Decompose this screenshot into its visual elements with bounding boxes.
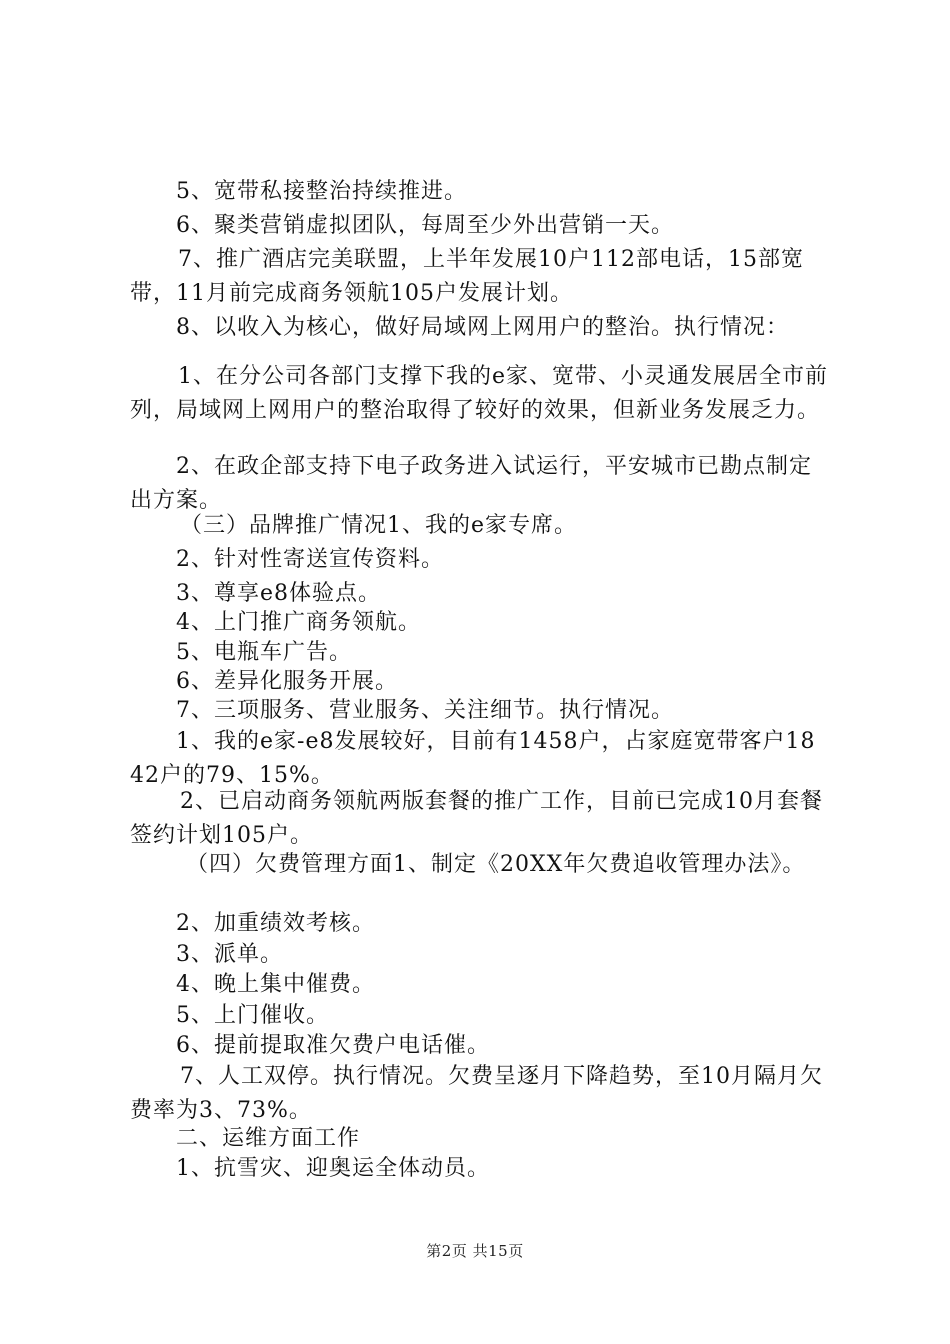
paragraph-21: 6、提前提取准欠费户电话催。 — [176, 1033, 490, 1058]
paragraph-18: 3、派单。 — [176, 942, 283, 967]
paragraph-17: 2、加重绩效考核。 — [176, 911, 375, 936]
paragraph-8: 2、针对性寄送宣传资料。 — [176, 547, 444, 572]
paragraph-22: 7、人工双停。执行情况。欠费呈逐月下降趋势，至10月隔月欠费率为3、73%。 — [130, 1064, 823, 1123]
paragraph-5: 1、在分公司各部门支撑下我的e家、宽带、小灵通发展居全市前列，局域网上网用户的整治取得了较好的效果，但新业务发展乏力。 — [130, 364, 829, 423]
paragraph-12: 6、差异化服务开展。 — [176, 669, 398, 694]
paragraph-13: 7、三项服务、营业服务、关注细节。执行情况。 — [176, 698, 674, 723]
paragraph-20: 5、上门催收。 — [176, 1003, 329, 1028]
paragraph-9: 3、尊享e8体验点。 — [176, 581, 382, 606]
paragraph-15: 2、已启动商务领航两版套餐的推广工作，目前已完成10月套餐签约计划105户。 — [130, 789, 823, 848]
paragraph-10: 4、上门推广商务领航。 — [176, 610, 421, 635]
paragraph-19: 4、晚上集中催费。 — [176, 972, 375, 997]
paragraph-14: 1、我的e家-e8发展较好，目前有1458户，占家庭宽带客户1842户的79、15%。 — [130, 729, 816, 788]
page-footer: 第2页 共15页 — [426, 1242, 524, 1260]
paragraph-16: （四）欠费管理方面1、制定《20XX年欠费追收管理办法》。 — [186, 852, 806, 877]
paragraph-4: 8、以收入为核心，做好局域网上网用户的整治。执行情况： — [176, 315, 789, 340]
paragraph-6: 2、在政企部支持下电子政务进入试运行，平安城市已勘点制定出方案。 — [130, 454, 812, 513]
paragraph-2: 6、聚类营销虚拟团队，每周至少外出营销一天。 — [176, 213, 674, 238]
paragraph-24: 1、抗雪灾、迎奥运全体动员。 — [176, 1156, 490, 1181]
paragraph-3: 7、推广酒店完美联盟，上半年发展10户112部电话，15部宽带，11月前完成商务领航105户发展计划。 — [130, 247, 804, 306]
paragraph-1: 5、宽带私接整治持续推进。 — [176, 179, 467, 204]
section-heading: 二、运维方面工作 — [176, 1126, 361, 1151]
paragraph-11: 5、电瓶车广告。 — [176, 640, 352, 665]
paragraph-7: （三）品牌推广情况1、我的e家专席。 — [180, 513, 578, 538]
